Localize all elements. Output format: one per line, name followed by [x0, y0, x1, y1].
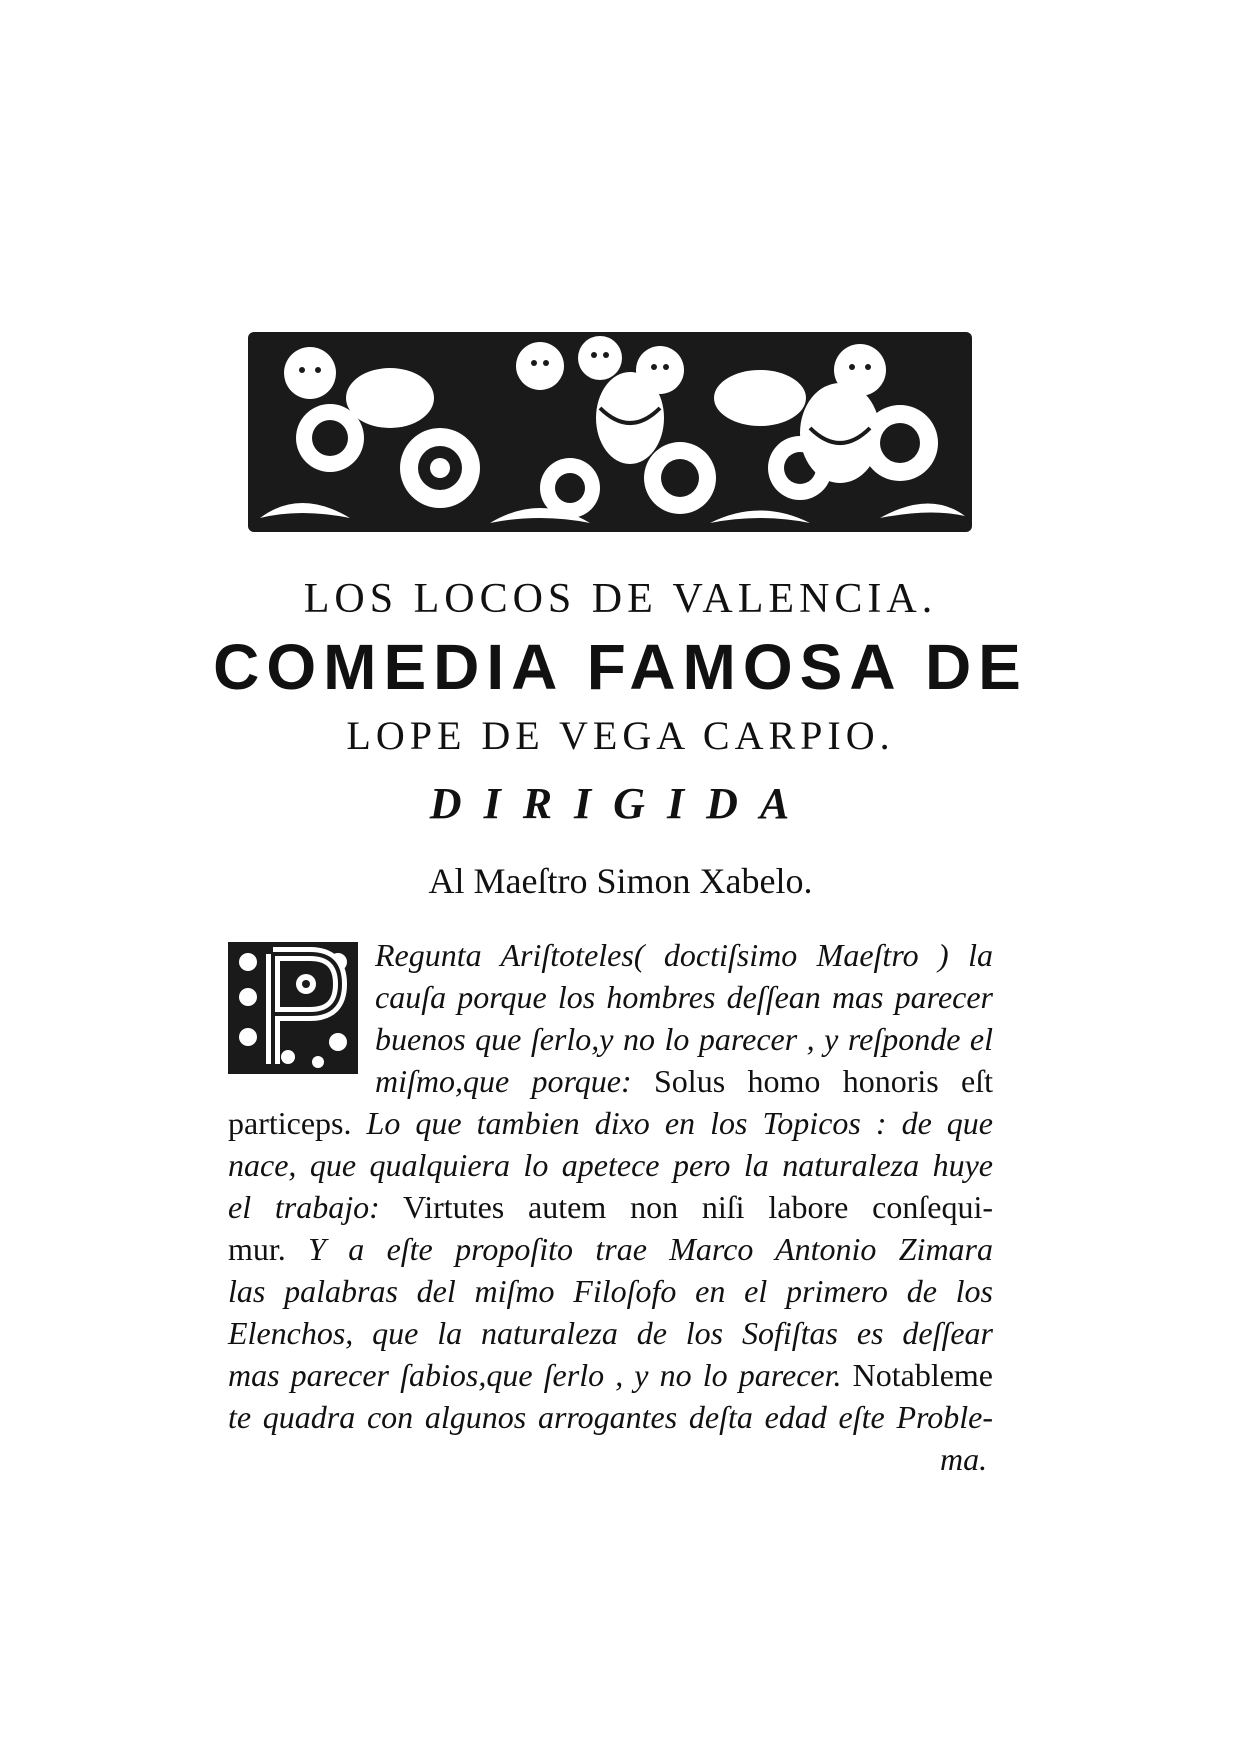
body-line-8-roman: mur. — [228, 1231, 286, 1267]
body-line-13: ma. — [940, 1441, 988, 1477]
body-line-11-italic: mas parecer ſabios,que ſerlo , y no lo parecer. — [228, 1357, 842, 1393]
body-line-11 — [228, 1355, 993, 1395]
body-line-6: nace, que qualquiera lo apetece pero la naturaleza huye — [228, 1147, 993, 1183]
dedicatee-line: Al Maeſtro Simon Xabelo. — [428, 861, 813, 901]
body-line-12: te quadra con algunos arrogantes deſta edad eſte Proble- — [228, 1399, 993, 1435]
body-line-5-italic: Lo que tambien dixo en los Topicos : de que — [351, 1105, 993, 1141]
title-line-1: LOS LOCOS DE VALENCIA. — [303, 576, 938, 622]
body-line-8 — [228, 1229, 993, 1269]
body-line-4-italic: miſmo,que porque: — [375, 1063, 632, 1099]
body-line-2: cauſa porque los hombres deſſean mas parecer — [375, 979, 993, 1015]
body-line-1: Regunta Ariſtoteles( doctiſsimo Maeſtro ) la — [375, 937, 993, 973]
body-line-7 — [228, 1187, 993, 1227]
body-line-9: las palabras del miſmo Filoſofo en el primero de los — [228, 1273, 993, 1309]
body-line-4-roman: Solus homo honoris eſt — [631, 1063, 994, 1099]
title-line-2: COMEDIA FAMOSA DE — [213, 631, 1028, 703]
body-line-5-roman: particeps. — [228, 1105, 352, 1141]
body-line-8-italic: Y a eſte propoſito trae Marco Antonio Zimara — [285, 1231, 993, 1267]
body-line-5 — [228, 1103, 993, 1143]
body-line-7-roman: Virtutes autem non niſi labore conſequi- — [379, 1189, 994, 1225]
body-line-11-roman: Notableme — [841, 1357, 994, 1393]
dirigida-heading: DIRIGIDA — [429, 779, 812, 828]
headpiece-ornament-icon — [240, 318, 980, 540]
body-line-10: Elenchos, que la naturaleza de los Sofiſtas es deſſear — [228, 1315, 993, 1351]
body-line-3: buenos que ſerlo,y no lo parecer , y reſponde el — [375, 1021, 993, 1057]
author-line: LOPE DE VEGA CARPIO. — [346, 713, 895, 758]
drop-cap-p-icon — [228, 942, 358, 1074]
body-line-7-italic: el trabajo: — [228, 1189, 380, 1225]
body-line-4 — [375, 1061, 993, 1101]
